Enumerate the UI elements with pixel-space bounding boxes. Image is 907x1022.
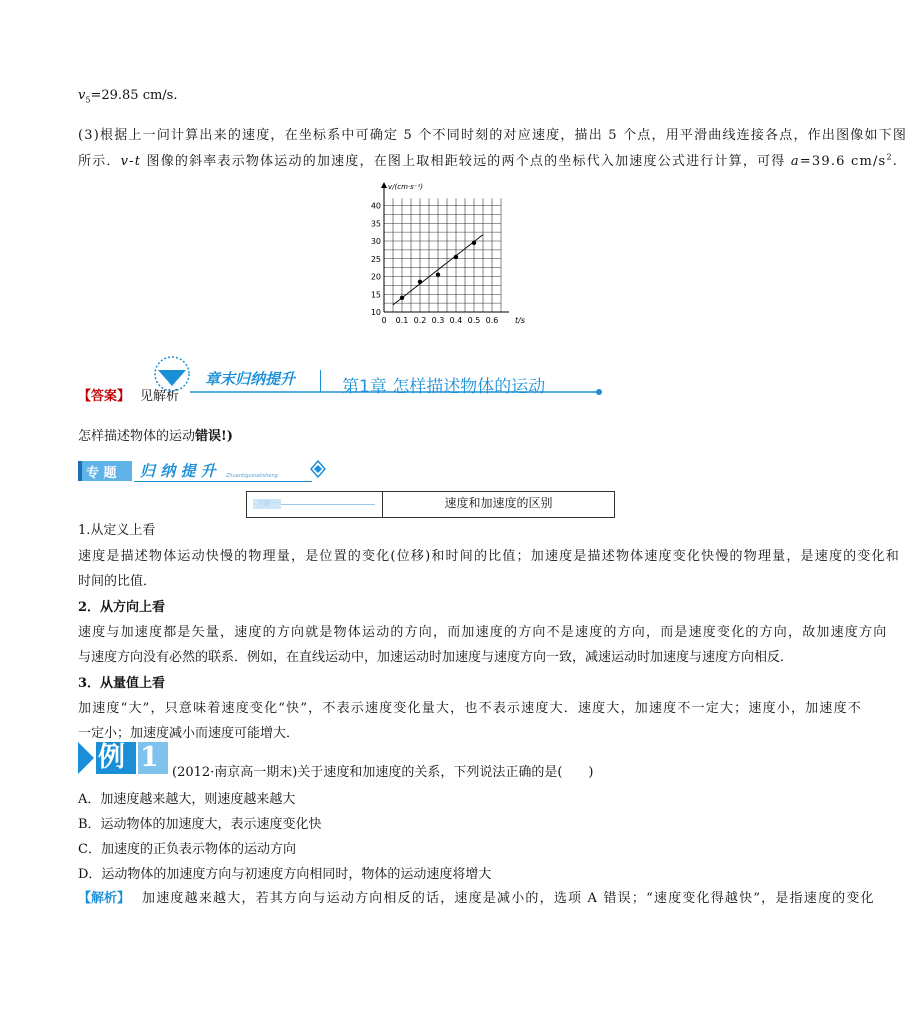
- v5-value: =29.85 cm/s.: [90, 88, 178, 103]
- example-badge-char: 例: [98, 742, 125, 773]
- example-question: (2012·南京高一期末)关于速度和加速度的关系，下列说法正确的是( ): [172, 765, 594, 780]
- para3-text: 所示．: [78, 154, 121, 169]
- vt-chart: [355, 180, 530, 328]
- option-b: B．运动物体的加速度大，表示速度变化快: [78, 817, 322, 832]
- option-c: C．加速度的正负表示物体的运动方向: [78, 842, 296, 857]
- chapter-error: 错误!): [195, 429, 233, 444]
- chapter-line: [78, 425, 233, 444]
- para3-line2: [78, 150, 898, 169]
- x-tick-label: 0.4: [449, 316, 463, 325]
- y-tick-label: 20: [370, 272, 381, 282]
- section1-line1: 速度是描述物体运动快慢的物理量，是位置的变化(位移)和时间的比值；加速度是描述物体速度变化快慢的物理量，是速度的变化和: [78, 549, 900, 564]
- data-point: [436, 273, 440, 277]
- section1-title: 1.从定义上看: [78, 523, 156, 538]
- diamond-icon: [309, 459, 329, 481]
- answer-label: 【答案】: [78, 389, 131, 404]
- para3-line1: (3)根据上一问计算出来的速度，在坐标系中可确定 5 个不同时刻的对应速度，描出 5 个点，用平滑曲线连接各点，作出图像如下图: [78, 128, 907, 143]
- section2-title: 2．从方向上看: [78, 600, 166, 615]
- option-a: A．加速度越来越大，则速度越来越大: [78, 792, 296, 807]
- example-badge-number: 1: [140, 742, 159, 773]
- topic-banner-pinyin: Zhuantiguinatisheng: [226, 473, 278, 479]
- acceleration-value: =39.6 cm/s: [799, 154, 887, 169]
- topic-table-left-label: 专题一: [253, 499, 281, 509]
- banner-right-text: 第1章 怎样描述物体的运动: [342, 377, 546, 397]
- banner-left-text: 章末归纳提升: [205, 370, 296, 388]
- y-axis-label: v/(cm·s⁻¹): [388, 183, 424, 191]
- topic-banner-zh1: 专 题: [86, 466, 117, 481]
- option-d: D．运动物体的加速度方向与初速度方向相同时，物体的运动速度将增大: [78, 867, 492, 882]
- x-tick-label: 0.1: [395, 316, 409, 325]
- velocity-v5-line: [78, 88, 178, 105]
- x-tick-label: 0.5: [467, 316, 481, 325]
- x-tick-label: 0.2: [413, 316, 427, 325]
- y-axis-arrow-icon: [381, 182, 387, 188]
- answer-text: 见解析: [140, 389, 180, 404]
- v-subscript: 5: [85, 95, 91, 105]
- analysis-label: 【解析】: [78, 891, 131, 906]
- x-tick-label: 0.6: [485, 316, 499, 325]
- v-symbol: v: [78, 88, 86, 103]
- chapter-text: 怎样描述物体的运动: [78, 429, 196, 444]
- x-tick-label: 0.3: [431, 316, 445, 325]
- vt-symbol: v-t: [120, 154, 142, 169]
- topic-table-left-rule: [281, 504, 375, 505]
- superscript: 2: [886, 152, 893, 162]
- data-point: [400, 296, 404, 300]
- a-symbol: a: [790, 154, 800, 169]
- topic-table-left-cell: [247, 492, 383, 517]
- banner-divider: [320, 370, 321, 392]
- topic-banner-underline: [134, 481, 312, 482]
- x-axis-label: t/s: [515, 316, 525, 325]
- data-point: [418, 280, 422, 284]
- x-tick-label: 0: [381, 316, 387, 325]
- section2-line2: 与速度方向没有必然的联系．例如，在直线运动中，加速运动时加速度与速度方向一致，减速运动时加速度与速度方向相反．: [78, 650, 794, 665]
- play-arrow-icon: [78, 742, 94, 774]
- topic-banner-zh2: 归 纳 提 升: [140, 462, 216, 480]
- data-point: [454, 255, 458, 259]
- para3-text: 图像的斜率表示物体运动的加速度，在图上取相距较远的两个点的坐标代入加速度公式进行计算，可得: [141, 154, 791, 169]
- section3-line1: 加速度“大”，只意味着速度变化“快”，不表示速度变化量大，也不表示速度大．速度大，加速度不一定大；速度小，加速度不: [78, 701, 862, 716]
- y-tick-label: 35: [370, 219, 381, 229]
- section1-line2: 时间的比值．: [78, 574, 157, 589]
- y-tick-label: 10: [370, 308, 381, 317]
- analysis-line: [78, 887, 875, 906]
- y-tick-label: 40: [370, 201, 381, 211]
- para3-text: .: [892, 154, 899, 169]
- y-tick-label: 30: [370, 237, 381, 246]
- topic-table-title: 速度和加速度的区别: [444, 496, 553, 510]
- y-tick-label: 25: [370, 254, 381, 264]
- section3-title: 3．从量值上看: [78, 676, 166, 691]
- topic-table: [246, 491, 615, 518]
- data-point: [472, 241, 476, 245]
- analysis-text: 加速度越来越大，若其方向与运动方向相反的话，速度是减小的，选项 A 错误；“速度变化得越快”，是指速度的变化: [142, 891, 875, 906]
- section3-line2: 一定小；加速度减小而速度可能增大．: [78, 726, 300, 741]
- banner-dot: [596, 389, 602, 395]
- down-arrow-icon: [158, 370, 186, 386]
- y-tick-label: 15: [370, 290, 381, 300]
- section2-line1: 速度与加速度都是矢量，速度的方向就是物体运动的方向，而加速度的方向不是速度的方向，而是速度变化的方向，故加速度方向: [78, 625, 888, 640]
